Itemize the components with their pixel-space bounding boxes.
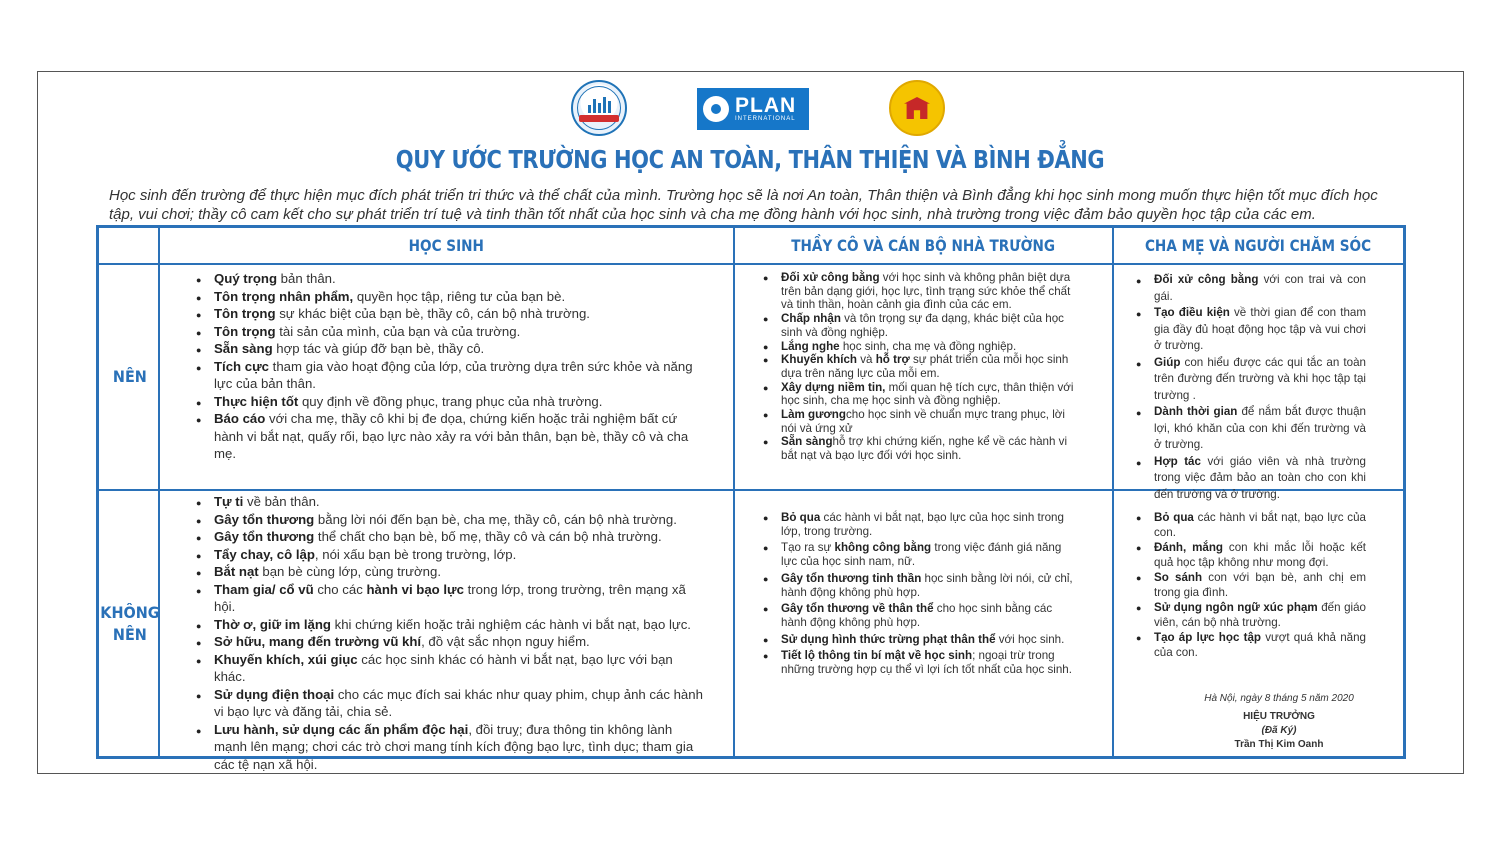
list-item: ● Tạo điều kiện về thời gian để con tham gia đầy đủ hoạt động học tập và vui chơi ở trường. bbox=[1136, 305, 1366, 355]
logo-bar bbox=[0, 80, 1500, 140]
cell-should-not-students bbox=[196, 493, 706, 773]
list-item: ● Đối xử công bằng với học sinh và không phân biệt dựa trên bản dạng giới, học lực, tình trạng sức khỏe thể chất và tinh thần, hoàn cảnh gia đình của các em. bbox=[763, 271, 1075, 312]
list-item: ● Sử dụng ngôn ngữ xúc phạm đến giáo viên, cán bộ nhà trường. bbox=[1136, 600, 1366, 630]
list-item: ● Báo cáo với cha mẹ, thầy cô khi bị đe dọa, chứng kiến hoặc trải nghiệm bất cứ hành vi bắt nạt, quấy rối, bạo lực nào xảy ra với bản thân, bạn bè, thầy cô và cha mẹ. bbox=[196, 410, 706, 463]
list-item: ● Gây tổn thương về thân thể cho học sinh bằng các hành động không phù hợp. bbox=[763, 602, 1075, 629]
list-item: ● Lắng nghe học sinh, cha mẹ và đồng nghiệp. bbox=[763, 340, 1075, 354]
list-item: ● Hợp tác với giáo viên và nhà trường trong việc đảm bảo an toàn cho con khi đến trường và ở trường. bbox=[1136, 454, 1366, 504]
list-item: ● Sở hữu, mang đến trường vũ khí, đồ vật sắc nhọn nguy hiểm. bbox=[196, 633, 706, 651]
list-item: ● Tham gia/ cổ vũ cho các hành vi bạo lực trong lớp, trong trường, trên mạng xã hội. bbox=[196, 581, 706, 616]
list-item: ● Tự ti về bản thân. bbox=[196, 493, 706, 511]
signature-role: HIỆU TRƯỞNG bbox=[1243, 711, 1315, 722]
list-item: ● Sẵn sàng hợp tác và giúp đỡ bạn bè, thầy cô. bbox=[196, 340, 706, 358]
list-item: ● Khuyến khích và hỗ trợ sự phát triển của mỗi học sinh dựa trên năng lực của mỗi em. bbox=[763, 353, 1075, 380]
plan-child-icon bbox=[703, 96, 729, 122]
list-item: ● Dành thời gian để nắm bắt được thuận lợi, khó khăn của con khi đến trường và ở trường. bbox=[1136, 404, 1366, 454]
column-header-students: HỌC SINH bbox=[408, 236, 485, 255]
list-item: ● Làm gươngcho học sinh về chuẩn mực trang phục, lời nói và ứng xử bbox=[763, 408, 1075, 435]
list-item: ● Thực hiện tốt quy định về đồng phục, trang phục của nhà trường. bbox=[196, 393, 706, 411]
row-label-should: NÊN bbox=[112, 367, 147, 386]
list-item: ● Giúp con hiểu được các qui tắc an toàn trên đường đến trường và khi học tập tại trường . bbox=[1136, 355, 1366, 405]
list-item: ● Chấp nhận và tôn trọng sự đa dạng, khác biệt của học sinh và đồng nghiệp. bbox=[763, 312, 1075, 339]
plan-logo-sub: INTERNATIONAL bbox=[735, 116, 796, 122]
signature-signed: (Đã Ký) bbox=[1261, 725, 1297, 736]
agreement-table bbox=[96, 225, 1406, 772]
signature-date: Hà Nội, ngày 8 tháng 5 năm 2020 bbox=[1204, 693, 1354, 704]
list-item: ● Tích cực tham gia vào hoạt động của lớp, của trường dựa trên sức khỏe và năng lực của bản thân. bbox=[196, 358, 706, 393]
cell-should-not-teachers bbox=[763, 511, 1075, 677]
school-logo-icon bbox=[571, 80, 627, 136]
cell-should-not-parents bbox=[1136, 510, 1366, 660]
hanoi-education-logo-icon bbox=[889, 80, 945, 136]
list-item: ● Tôn trọng tài sản của mình, của bạn và của trường. bbox=[196, 323, 706, 341]
list-item: ● Tiết lộ thông tin bí mật về học sinh; ngoại trừ trong những trường hợp cụ thể vì lợi ích tốt nhất của học sinh. bbox=[763, 649, 1075, 676]
signature-name: Trần Thị Kim Oanh bbox=[1234, 739, 1324, 750]
list-item: ● Sử dụng hình thức trừng phạt thân thể với học sinh. bbox=[763, 633, 1075, 647]
row-label-should-not: KHÔNG NÊN bbox=[99, 603, 160, 644]
page-title: QUY ƯỚC TRƯỜNG HỌC AN TOÀN, THÂN THIỆN VÀ BÌNH ĐẲNG bbox=[395, 145, 1105, 174]
cell-should-students bbox=[196, 270, 706, 463]
list-item: ● Gây tổn thương bằng lời nói đến bạn bè, cha mẹ, thầy cô, cán bộ nhà trường. bbox=[196, 511, 706, 529]
signature-block bbox=[1179, 692, 1379, 752]
intro-paragraph: Học sinh đến trường để thực hiện mục đích phát triển tri thức và thể chất của mình. Trường học sẽ là nơi An toàn, Thân thiện và Bình đẳng khi học sinh mong muốn thực hiện tốt mục đích học tập, vui chơi; thầy cô cam kết cho sự phát triển trí tuệ và tinh thần tốt nhất của học sinh và cha mẹ đồng hành với học sinh, nhà trường trong việc đảm bảo quyền học tập của các em. bbox=[109, 187, 1378, 223]
list-item: ● Sử dụng điện thoại cho các mục đích sai khác như quay phim, chụp ảnh các hành vi bạo lực và đăng tải, chia sẻ. bbox=[196, 686, 706, 721]
list-item: ● Thờ ơ, giữ im lặng khi chứng kiến hoặc trải nghiệm các hành vi bắt nạt, bạo lực. bbox=[196, 616, 706, 634]
cell-should-teachers bbox=[763, 271, 1075, 463]
list-item: ● Tẩy chay, cô lập, nói xấu bạn bè trong trường, lớp. bbox=[196, 546, 706, 564]
list-item: ● Lưu hành, sử dụng các ấn phẩm độc hại, đồi truỵ; đưa thông tin không lành mạnh lên mạng; chơi các trò chơi mang tính kích động bạo lực, tình dục; tham gia các tệ nạn xã hội. bbox=[196, 721, 706, 774]
column-divider bbox=[1112, 228, 1114, 756]
column-header-parents: CHA MẸ VÀ NGƯỜI CHĂM SÓC bbox=[1145, 236, 1372, 255]
list-item: ● Đánh, mắng con khi mắc lỗi hoặc kết quả học tập không như mong đợi. bbox=[1136, 540, 1366, 570]
list-item: ● Tạo ra sự không công bằng trong việc đánh giá năng lực của học sinh nam, nữ. bbox=[763, 541, 1075, 568]
list-item: ● Gây tổn thương tinh thần học sinh bằng lời nói, cử chỉ, hành động không phù hợp. bbox=[763, 572, 1075, 599]
list-item: ● Sẵn sànghỗ trợ khi chứng kiến, nghe kể về các hành vi bắt nạt và bạo lực đối với học sinh. bbox=[763, 435, 1075, 462]
list-item: ● Khuyến khích, xúi giục các học sinh khác có hành vi bắt nạt, bạo lực với bạn khác. bbox=[196, 651, 706, 686]
cell-should-parents bbox=[1136, 272, 1366, 503]
list-item: ● Đối xử công bằng với con trai và con gái. bbox=[1136, 272, 1366, 305]
list-item: ● So sánh con với bạn bè, anh chị em trong gia đình. bbox=[1136, 570, 1366, 600]
list-item: ● Bỏ qua các hành vi bắt nạt, bạo lực của con. bbox=[1136, 510, 1366, 540]
list-item: ● Tạo áp lực học tập vượt quá khả năng của con. bbox=[1136, 630, 1366, 660]
list-item: ● Bỏ qua các hành vi bắt nạt, bạo lực của học sinh trong lớp, trong trường. bbox=[763, 511, 1075, 538]
plan-international-logo bbox=[697, 88, 809, 130]
list-item: ● Gây tổn thương thể chất cho bạn bè, bố mẹ, thầy cô và cán bộ nhà trường. bbox=[196, 528, 706, 546]
column-header-teachers: THẦY CÔ VÀ CÁN BỘ NHÀ TRƯỜNG bbox=[791, 236, 1056, 255]
list-item: ● Quý trọng bản thân. bbox=[196, 270, 706, 288]
plan-logo-name: PLAN bbox=[735, 94, 797, 117]
list-item: ● Tôn trọng nhân phẩm, quyền học tập, riêng tư của bạn bè. bbox=[196, 288, 706, 306]
column-divider bbox=[733, 228, 735, 756]
list-item: ● Bắt nạt bạn bè cùng lớp, cùng trường. bbox=[196, 563, 706, 581]
list-item: ● Xây dựng niềm tin, mối quan hệ tích cực, thân thiện với học sinh, cha mẹ học sinh và đồng nghiệp. bbox=[763, 381, 1075, 408]
list-item: ● Tôn trọng sự khác biệt của bạn bè, thầy cô, cán bộ nhà trường. bbox=[196, 305, 706, 323]
